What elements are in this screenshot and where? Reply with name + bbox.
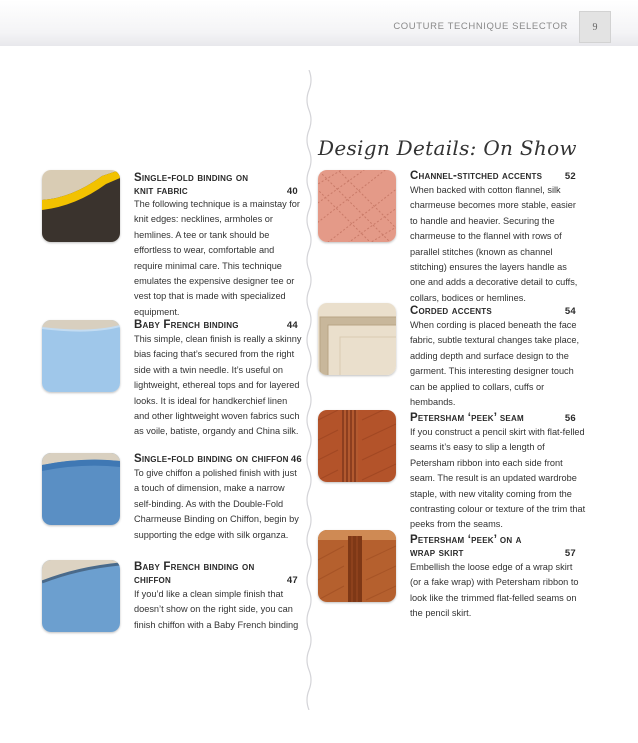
entry-title: Channel-stitched accents: [410, 170, 543, 182]
entry-title: Baby French binding on chiffon: [134, 561, 255, 586]
entry-title: Petersham ‘peek’ seam: [410, 412, 524, 424]
entry-head-6: [410, 412, 576, 425]
section-title: Design Details: On Show: [318, 136, 577, 160]
entry-page: 40: [286, 186, 298, 197]
thumb-knit-binding: [42, 170, 120, 242]
entry-text: If you construct a pencil skirt with flat-felled seams it’s easy to slip a length of Petersham ribbon into each side front seam. The result is an updated wardrobe staple, with new vitality coming from the contrasting colour or texture of the trim that peeks from the seams.: [410, 427, 586, 530]
entry-page: 44: [286, 320, 298, 331]
entry-text: When backed with cotton flannel, silk charmeuse becomes more stable, easier to handle and heavier. Securing the charmeuse to the flannel with rows of parallel stitches (known as channel stitching) ensures the layers handle as one and adds a decorative detail to cuffs, collars, bodices or hemlines.: [410, 185, 578, 303]
entry-head-5: [410, 305, 576, 318]
entry-text: The following technique is a mainstay for knit edges: necklines, armholes or hemlines. A tee or tank should be effortless to wear, comfortable and require minimal care. This technique emulates the expensive designer tee or vest top that is made with specialized equipment.: [134, 199, 300, 317]
entry-text: When cording is placed beneath the face fabric, subtle textural changes take place, adding depth and surface design to the garment. This interesting designer touch can be applied to collars, cuffs or hembands.: [410, 320, 580, 408]
entry-text: To give chiffon a polished finish with just a touch of dimension, make a narrow self-binding. As with the Double-Fold Charmeuse Binding on Chiffon, begin by supporting the edge with silk organza.: [134, 468, 299, 540]
page-number-box: [580, 12, 610, 42]
entry-title: Petersham ‘peek’ on a wrap skirt: [410, 534, 522, 559]
entry-head-7: [410, 534, 576, 560]
thumb-corded-accents: [318, 303, 396, 375]
running-header: COUTURE TECHNIQUE SELECTOR: [393, 21, 568, 32]
entry-title: Single-fold binding on knit fabric: [134, 172, 249, 197]
entry-page: 52: [564, 171, 576, 182]
thumb-petersham-seam: [318, 410, 396, 482]
entry-title: Single-fold binding on chiffon: [134, 453, 289, 465]
entry-page: 46: [290, 454, 302, 465]
entry-head-3: [134, 561, 298, 587]
entry-page: 57: [564, 548, 576, 559]
entry-text: Embellish the loose edge of a wrap skirt (or a fake wrap) with Petersham ribbon to look like the trimmed flat-felled seams on the pencil skirt.: [410, 562, 579, 619]
thumb-petersham-wrap: [318, 530, 396, 602]
thumb-channel-stitched: [318, 170, 396, 242]
thumb-chiffon-binding: [42, 453, 120, 525]
page-number: 9: [592, 21, 598, 33]
thumb-chiffon-french-binding: [42, 560, 120, 632]
entry-head-1: [134, 319, 298, 332]
entry-head-0: [134, 172, 298, 198]
entry-title: Corded accents: [410, 305, 492, 317]
entry-page: 54: [564, 306, 576, 317]
entry-head-2: [134, 453, 302, 466]
thumb-baby-french-binding: [42, 320, 120, 392]
entry-title: Baby French binding: [134, 319, 239, 331]
entry-head-4: [410, 170, 576, 183]
entry-page: 56: [564, 413, 576, 424]
entry-text: This simple, clean finish is really a skinny bias facing that’s secured from the right side with a twin needle. It’s useful on lightweight, ethereal tops and for layered looks. It is ideal for handkerchief linen and other lightweight woven fabrics such as voile, batiste, organdy and China silk.: [134, 334, 302, 437]
entry-page: 47: [286, 575, 298, 586]
entry-text: If you’d like a clean simple finish that doesn’t show on the right side, you can finish chiffon with a Baby French binding: [134, 589, 299, 630]
